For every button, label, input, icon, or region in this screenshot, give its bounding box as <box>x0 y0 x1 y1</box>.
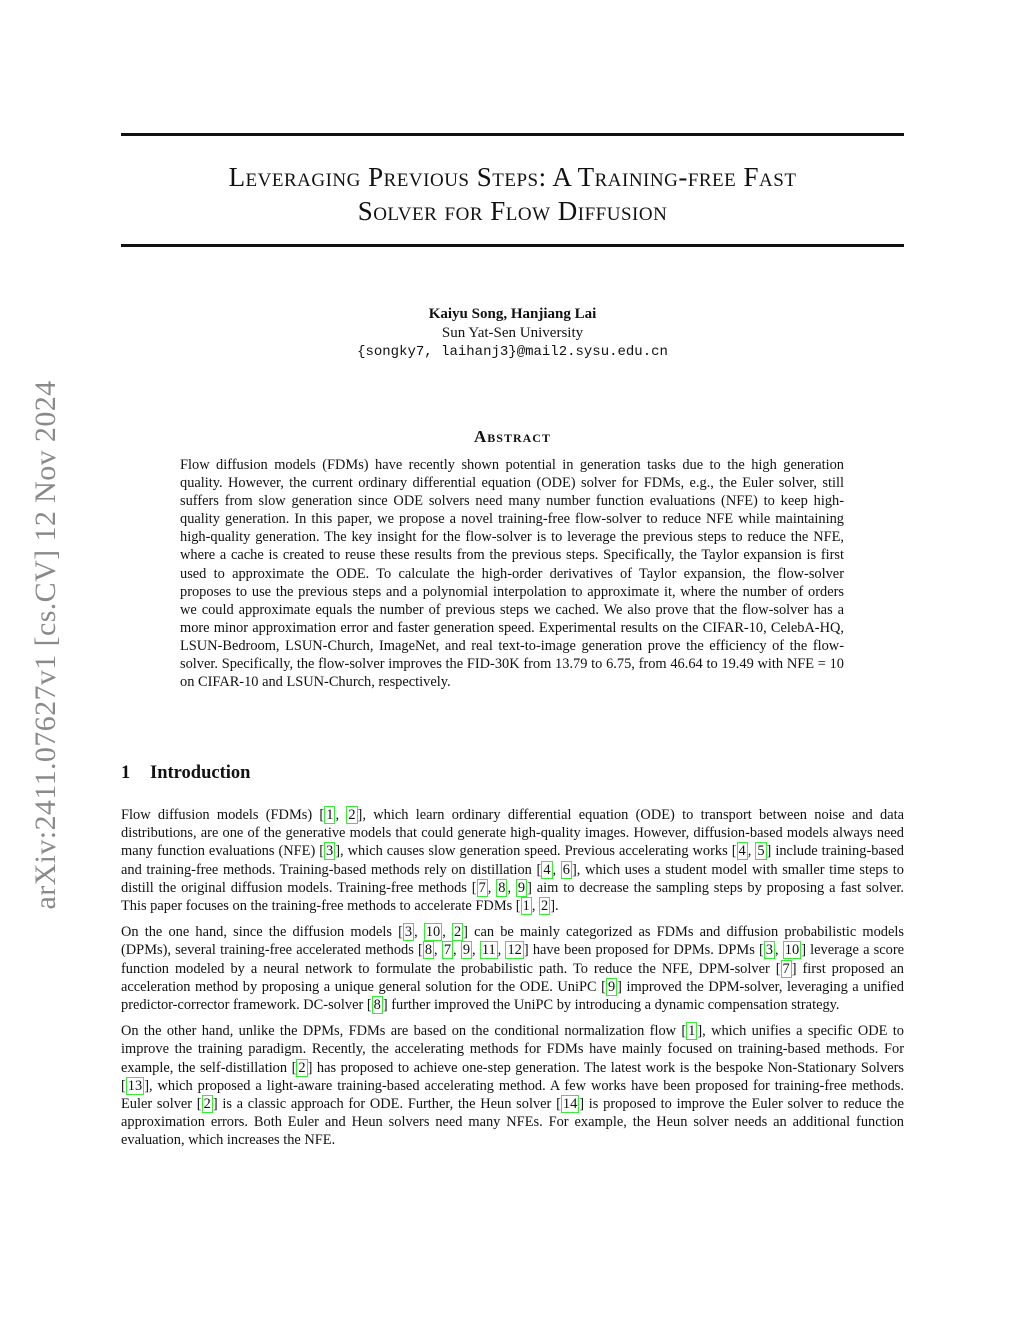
arxiv-sidebar-stamp <box>28 346 64 944</box>
citation-link[interactable]: 3 <box>404 924 413 941</box>
paragraph-text: ]. <box>550 898 559 915</box>
citation-link[interactable]: 8 <box>373 997 381 1014</box>
introduction-body <box>121 806 904 1158</box>
citation-link[interactable]: 4 <box>543 861 551 878</box>
paper-title <box>121 160 904 228</box>
section-title: Introduction <box>150 763 251 783</box>
paragraph-text: Flow diffusion models (FDMs) [ <box>121 807 325 823</box>
citation-link[interactable]: 9 <box>607 978 616 995</box>
paragraph-text: ], which uses a student model with smaller time steps to distill the original diffusion models. Training-free methods [ <box>121 861 904 896</box>
section-heading <box>121 761 904 785</box>
paragraph-text: , <box>552 861 561 878</box>
paragraph-text: ], which causes slow generation speed. Previous accelerating works [ <box>335 843 737 860</box>
citation-link[interactable]: 3 <box>326 843 334 860</box>
paragraph-text: ] is a classic approach for ODE. Further, the Heun solver [ <box>212 1096 561 1113</box>
citation-link[interactable]: 9 <box>517 879 526 896</box>
citation-link[interactable]: 1 <box>688 1023 696 1040</box>
paragraph <box>121 806 904 915</box>
paragraph-text: , <box>531 898 540 915</box>
abstract-heading: Abstract <box>474 427 551 446</box>
paragraph-text: ] has proposed to achieve one-step generation. The latest work is the bespoke Non-Stationary Solvers [ <box>121 1059 904 1094</box>
citation-link[interactable]: 2 <box>298 1059 306 1076</box>
citation-link[interactable]: 7 <box>443 942 452 959</box>
paragraph-text: ] is proposed to improve the Euler solver to reduce the approximation errors. Both Euler and Heun solvers need many NFEs. For example, the Heun solver needs an additional function evaluation, which increases the NFE. <box>121 1096 904 1149</box>
author-block <box>121 305 904 362</box>
citation-link[interactable]: 2 <box>541 898 549 915</box>
paragraph-text: , <box>335 807 347 823</box>
paragraph-text: , <box>414 924 424 941</box>
author-names: Kaiyu Song, Hanjiang Lai <box>428 306 597 322</box>
paragraph-text: , <box>747 843 756 860</box>
citation-link[interactable]: 6 <box>562 861 570 878</box>
paragraph-text: , <box>487 879 497 896</box>
paragraph-text: ] aim to decrease the sampling steps by proposing a fast solver. This paper focuses on the training-free methods to accelerate FDMs [ <box>121 879 904 915</box>
citation-link[interactable]: 8 <box>498 879 506 896</box>
section-number: 1 <box>121 763 131 783</box>
paragraph-text: ], which unifies a specific ODE to improve the training paradigm. Recently, the accelerating methods for FDMs have mainly focused on training-based methods. For example, the self-distillation [ <box>121 1023 904 1076</box>
citation-link[interactable]: 7 <box>782 960 790 977</box>
citation-link[interactable]: 13 <box>127 1077 143 1094</box>
citation-link[interactable]: 2 <box>348 807 356 823</box>
paragraph-text: ] improved the DPM-solver, leveraging a unified predictor-corrector framework. DC-solver [ <box>121 978 905 1014</box>
author-affiliation: Sun Yat-Sen University <box>441 325 584 341</box>
paragraph-text: , <box>507 879 516 896</box>
citation-link[interactable]: 1 <box>326 807 334 823</box>
paragraph-text: ] include training-based and training-free methods. Training-based methods rely on distillation [ <box>121 843 905 878</box>
paragraph-text: , <box>497 942 506 959</box>
citation-link[interactable]: 7 <box>478 879 486 896</box>
arxiv-identifier: arXiv:2411.07627v1 [cs.CV] 12 Nov 2024 <box>29 380 62 910</box>
paragraph-text: , <box>434 942 442 959</box>
citation-link[interactable]: 14 <box>562 1096 578 1113</box>
citation-link[interactable]: 1 <box>522 898 530 915</box>
paragraph-text: , <box>472 942 480 959</box>
paragraph-text: , <box>453 942 461 959</box>
abstract-text: Flow diffusion models (FDMs) have recently shown potential in generation tasks due to the high generation quality. However, the current ordinary differential equation (ODE) solver for FDMs, e.g., the Euler solver, still suffers from slow generation since ODE solvers need many number function evaluations (NFE) to keep high-quality generation. In this paper, we propose a novel training-free flow-solver to reduce NFE while maintaining high-quality generation. The key insight for the flow-solver is to leverage the previous steps to reduce the NFE, where a cache is created to reuse these results from the previous steps. Specifically, the Taylor expansion is first used to approximate the ODE. To calculate the high-order derivatives of Taylor expansion, the flow-solver proposes to use the previous steps and a polynomial interpolation to approximate it, where the number of orders we could approximate equals the number of previous steps we cached. We also prove that the flow-solver has a more minor approximation error and faster generation speed. Experimental results on the CIFAR-10, CelebA-HQ, LSUN-Bedroom, LSUN-Church, ImageNet, and real text-to-image generation prove the efficiency of the flow-solver. Specifically, the flow-solver improves the FID-30K from 13.79 to 6.75, from 46.64 to 19.49 with NFE = 10 on CIFAR-10 and LSUN-Church, respectively. <box>180 457 844 691</box>
citation-link[interactable]: 10 <box>784 942 800 959</box>
paragraph <box>121 923 904 1014</box>
paragraph-text: ], which proposed a light-aware training-based accelerating method. A few works have been proposed for training-free methods. Euler solver [ <box>121 1077 904 1113</box>
citation-link[interactable]: 2 <box>203 1096 211 1113</box>
title-line-1: Leveraging Previous Steps: A Training-free Fast <box>228 162 797 192</box>
citation-link[interactable]: 12 <box>507 942 522 959</box>
paragraph <box>121 1022 904 1149</box>
title-line-2: Solver for Flow Diffusion <box>357 196 668 226</box>
title-top-rule <box>121 133 904 136</box>
citation-link[interactable]: 5 <box>757 843 765 860</box>
paragraph-text: ] first proposed an acceleration method by proposing a unique general solution for the ODE. UniPC [ <box>121 960 904 995</box>
citation-link[interactable]: 9 <box>462 942 471 959</box>
citation-link[interactable]: 11 <box>481 942 496 959</box>
paragraph-text: , <box>775 942 783 959</box>
paragraph-text: , <box>442 924 452 941</box>
citation-link[interactable]: 4 <box>738 843 746 860</box>
paragraph-text: ] can be mainly categorized as FDMs and diffusion probabilistic models (DPMs), several training-free accelerated methods [ <box>121 924 904 959</box>
paragraph-text: ] further improved the UniPC by introducing a dynamic compensation strategy. <box>382 997 840 1014</box>
author-email: {songky7, laihanj3}@mail2.sysu.edu.cn <box>357 344 668 360</box>
citation-link[interactable]: 10 <box>425 924 441 941</box>
title-bottom-rule <box>121 244 904 247</box>
paragraph-text: On the one hand, since the diffusion models [ <box>121 924 403 941</box>
citation-link[interactable]: 3 <box>765 942 773 959</box>
citation-link[interactable]: 2 <box>453 924 462 941</box>
paragraph-text: ] have been proposed for DPMs. DPMs [ <box>523 942 764 959</box>
paragraph-text: ], which learn ordinary differential equation (ODE) to transport between noise and data distributions, are one of the generative models that could generate high-quality images. However, diffusion-based models always need many function evaluations (NFE) [ <box>121 807 905 860</box>
paragraph-text: ] leverage a score function modeled by a neural network to formulate the probabilistic path. To reduce the NFE, DPM-solver [ <box>121 942 905 977</box>
citation-link[interactable]: 8 <box>424 942 433 959</box>
paragraph-text: On the other hand, unlike the DPMs, FDMs are based on the conditional normalization flow [ <box>121 1023 687 1040</box>
